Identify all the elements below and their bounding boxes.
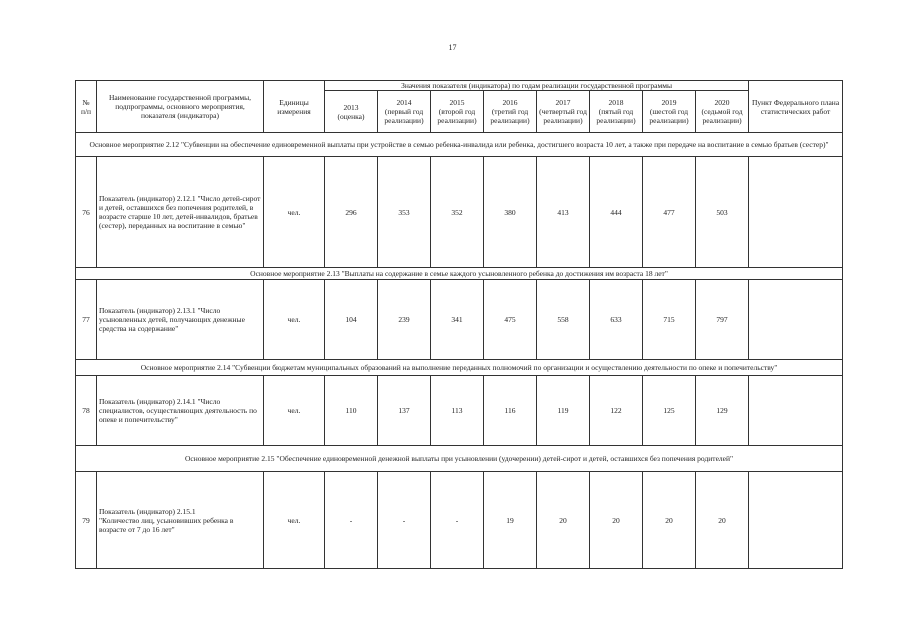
header-year: 2016 (третий год реализации) xyxy=(484,91,537,133)
section-title: Основное мероприятие 2.15 "Обеспечение единовременной денежной выплаты при усыновлении (удочерении) детей-сирот и детей, оставшихся без попечения родителей" xyxy=(76,446,843,472)
indicators-table xyxy=(75,80,843,569)
row-indicator-name: Показатель (индикатор) 2.15.1 "Количество лиц, усыновивших ребенка в возрасте от 7 до 16 лет" xyxy=(97,472,264,569)
row-value: 104 xyxy=(325,280,378,360)
header-unit: Единицы измерения xyxy=(264,81,325,133)
row-indicator-name: Показатель (индикатор) 2.13.1 "Число усыновленных детей, получающих денежные средства на содержание" xyxy=(97,280,264,360)
row-indicator-name: Показатель (индикатор) 2.12.1 "Число детей-сирот и детей, оставшихся без попечения родителей, в возрасте старше 10 лет, детей-инвалидов, братьев (сестер), переданных на воспитание в семью" xyxy=(97,157,264,268)
row-value: 444 xyxy=(590,157,643,268)
header-year: 2020 (седьмой год реализации) xyxy=(696,91,749,133)
row-value: 122 xyxy=(590,376,643,446)
header-name: Наименование государственной программы, подпрограммы, основного мероприятия, показателя (индикатора) xyxy=(97,81,264,133)
row-num: 78 xyxy=(76,376,97,446)
row-value: 341 xyxy=(431,280,484,360)
row-value: 119 xyxy=(537,376,590,446)
row-value: 137 xyxy=(378,376,431,446)
row-num: 79 xyxy=(76,472,97,569)
header-year: 2017 (четвертый год реализации) xyxy=(537,91,590,133)
table-row xyxy=(76,376,843,446)
row-value: 503 xyxy=(696,157,749,268)
row-value: 113 xyxy=(431,376,484,446)
row-federal-plan xyxy=(749,157,843,268)
row-value: 110 xyxy=(325,376,378,446)
row-federal-plan xyxy=(749,280,843,360)
table-row xyxy=(76,472,843,569)
row-federal-plan xyxy=(749,472,843,569)
row-value: 715 xyxy=(643,280,696,360)
row-value: 20 xyxy=(696,472,749,569)
row-unit: чел. xyxy=(264,376,325,446)
row-value: 20 xyxy=(537,472,590,569)
section-title: Основное мероприятие 2.13 "Выплаты на содержание в семье каждого усыновленного ребенка до достижения им возраста 18 лет" xyxy=(76,268,843,280)
row-value: 20 xyxy=(590,472,643,569)
row-value: 125 xyxy=(643,376,696,446)
row-value: 239 xyxy=(378,280,431,360)
row-num: 76 xyxy=(76,157,97,268)
header-num: № п/п xyxy=(76,81,97,133)
row-value: 353 xyxy=(378,157,431,268)
row-value: 413 xyxy=(537,157,590,268)
row-federal-plan xyxy=(749,376,843,446)
row-unit: чел. xyxy=(264,157,325,268)
page-number: 17 xyxy=(448,43,457,52)
row-value: 116 xyxy=(484,376,537,446)
header-year: 2019 (шестой год реализации) xyxy=(643,91,696,133)
section-title: Основное мероприятие 2.12 "Субвенции на обеспечение единовременной выплаты при устройстве в семью ребенка-инвалида или ребенка, достигшего возраста 10 лет, а также при передаче на воспитание в семью братьев (сестер)" xyxy=(76,133,843,157)
section-title: Основное мероприятие 2.14 "Субвенции бюджетам муниципальных образований на выполнение переданных полномочий по организации и осуществлению деятельности по опеке и попечительству" xyxy=(76,360,843,376)
header-federal-plan: Пункт Федерального плана статистических работ xyxy=(749,81,843,133)
row-unit: чел. xyxy=(264,280,325,360)
header-values-by-year: Значения показателя (индикатора) по годам реализации государственной программы xyxy=(325,81,749,91)
row-value: 797 xyxy=(696,280,749,360)
header-year: 2015 (второй год реализации) xyxy=(431,91,484,133)
row-value: 477 xyxy=(643,157,696,268)
row-num: 77 xyxy=(76,280,97,360)
row-indicator-name: Показатель (индикатор) 2.14.1 "Число специалистов, осуществляющих деятельность по опеке и попечительству" xyxy=(97,376,264,446)
row-value: 380 xyxy=(484,157,537,268)
row-value: 558 xyxy=(537,280,590,360)
row-value: 19 xyxy=(484,472,537,569)
row-value: 129 xyxy=(696,376,749,446)
row-value: 475 xyxy=(484,280,537,360)
row-value: 352 xyxy=(431,157,484,268)
header-year: 2018 (пятый год реализации) xyxy=(590,91,643,133)
row-value: - xyxy=(325,472,378,569)
header-year: 2013 (оценка) xyxy=(325,91,378,133)
row-value: - xyxy=(378,472,431,569)
row-value: 633 xyxy=(590,280,643,360)
table-row xyxy=(76,157,843,268)
table-row xyxy=(76,280,843,360)
header-year: 2014 (первый год реализации) xyxy=(378,91,431,133)
row-unit: чел. xyxy=(264,472,325,569)
row-value: - xyxy=(431,472,484,569)
row-value: 296 xyxy=(325,157,378,268)
row-value: 20 xyxy=(643,472,696,569)
